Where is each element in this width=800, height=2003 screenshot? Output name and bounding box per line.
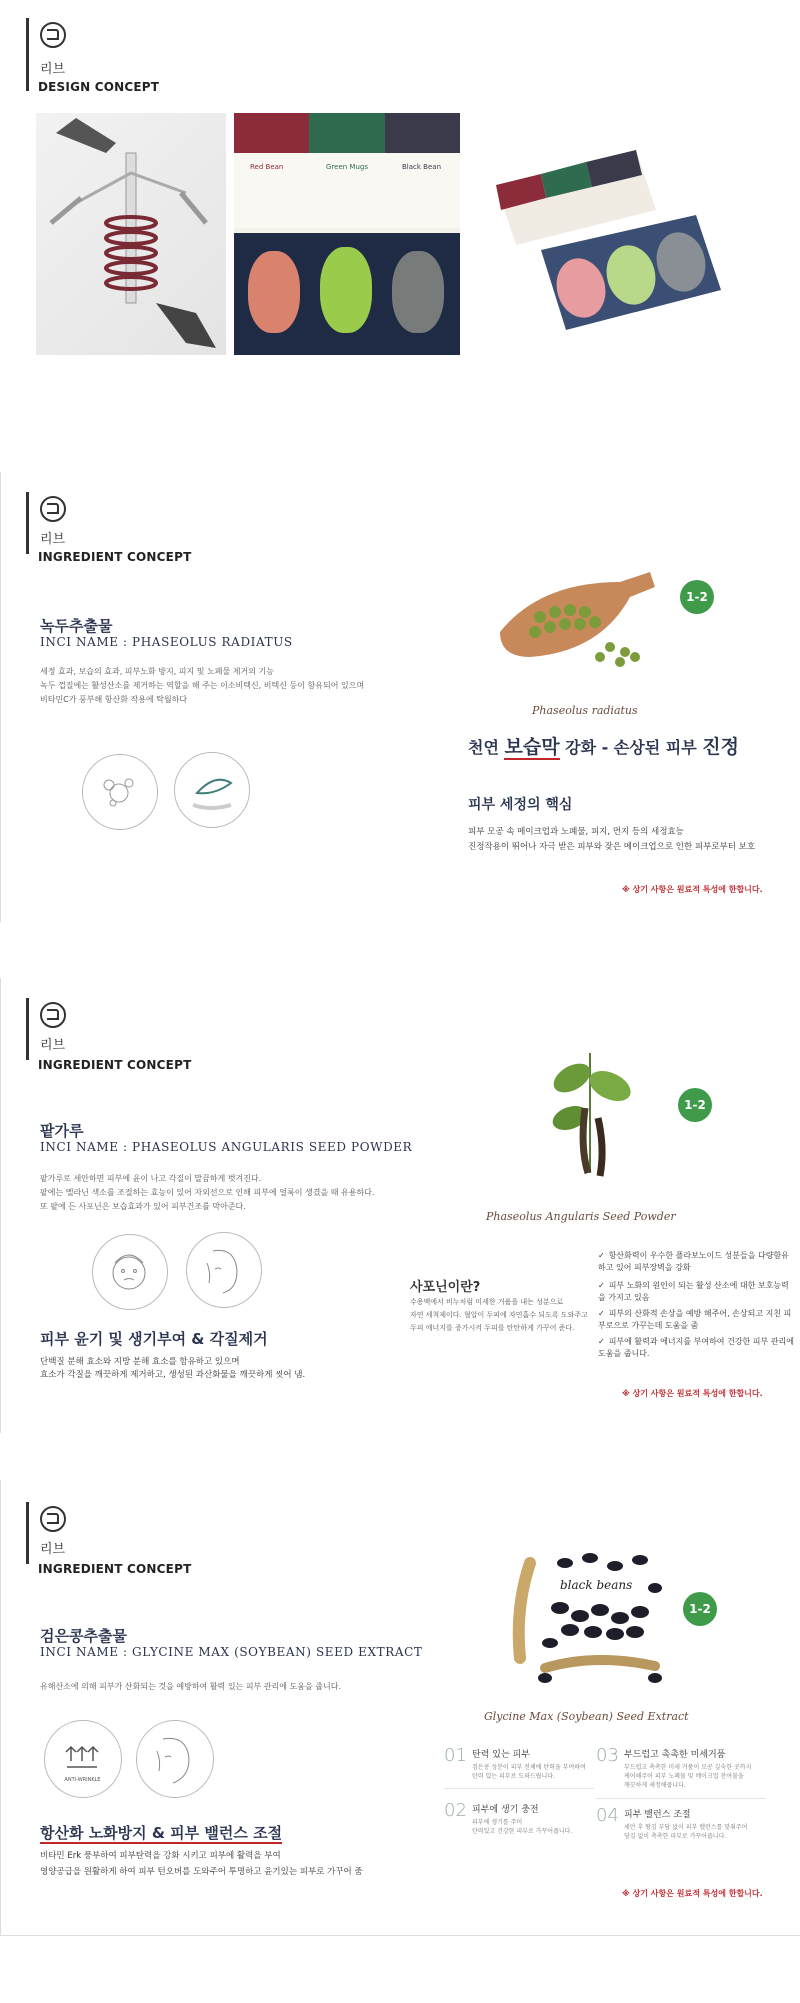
section-bar (26, 492, 29, 554)
box-label-black: Black Bean (402, 163, 441, 171)
saponin-line: 자연 세척제이다. 혈압이 두피에 자연흡수 되도록 도와주고 (410, 1311, 588, 1319)
section-left-line (0, 978, 1, 1433)
disclaimer-note: ※ 상기 사항은 원료적 특성에 한합니다. (622, 885, 763, 894)
ingredient-title: 녹두추출물 (40, 617, 113, 635)
headline-part: 천연 (468, 738, 505, 757)
description-line: 팥가루로 세안하면 피부에 윤이 나고 각질이 말끔하게 벗겨진다. (40, 1174, 262, 1183)
red-bean-plant-illustration (530, 1048, 650, 1178)
box-label-green: Green Mugs (326, 163, 368, 171)
soap-black (392, 251, 444, 333)
check-item (598, 1308, 794, 1332)
anti-wrinkle-label: ANTI-WRINKLE (64, 1777, 101, 1783)
saponin-line: 수용액에서 비누처럼 미세한 거품을 내는 성분으로 (410, 1298, 564, 1306)
feature-title: 탄력 있는 피부 (472, 1750, 530, 1760)
saponin-line: 두피 에너지를 증가시켜 두피를 탄탄하게 가꾸어 준다. (410, 1324, 575, 1332)
ingredient-title: 팥가루 (40, 1122, 84, 1140)
headline-part: 강화 - 손상된 피부 (559, 738, 703, 757)
feature-desc-line: 당김 없이 촉촉한 피부로 가꾸어줍니다. (624, 1833, 727, 1840)
body-line: 비타민 Erk 풍부하여 피부탄력을 강화 시키고 피부에 활력을 부여 (40, 1851, 281, 1861)
soap-box-angled-image (486, 140, 736, 340)
brand-logo-icon (40, 1506, 66, 1532)
brand-name: 리브 (40, 62, 66, 77)
feature-title: 피부 밸런스 조절 (624, 1810, 691, 1820)
description-line: 세정 효과, 보습의 효과, 피부노화 방지, 피지 및 노폐물 제거의 기능 (40, 667, 274, 676)
check-icon: ✓ (598, 1309, 605, 1318)
section-heading: INGREDIENT CONCEPT (38, 1058, 192, 1072)
description-line: 팥에는 멜라닌 색소를 조절하는 효능이 있어 자외선으로 인해 피부에 얼룩이 생겼을 때 유용하다. (40, 1188, 375, 1197)
feature-divider (596, 1798, 766, 1799)
box-lid-red (234, 113, 309, 153)
check-icon: ✓ (598, 1337, 605, 1346)
soap-green (320, 247, 372, 333)
headline (40, 1822, 282, 1843)
inci-name: INCI NAME : PHASEOLUS ANGULARIS SEED POWDER (40, 1140, 413, 1154)
section-heading: INGREDIENT CONCEPT (38, 1562, 192, 1576)
ingredient-description (40, 665, 380, 707)
box-lid-black (385, 113, 460, 153)
section-bar (26, 18, 29, 91)
feature-desc-line: 세안 후 땅김 부담 없이 피부 밸런스를 맞춰주어 (624, 1824, 748, 1831)
face-dry-skin-icon (92, 1234, 168, 1310)
feature-desc-line: 검은콩 성분이 피부 전체에 탄력을 부여하여 (472, 1764, 586, 1771)
feature-description (624, 1763, 784, 1790)
body-line: 효소가 각질을 깨끗하게 제거하고, 생성된 과산화물을 깨끗하게 씻어 냄. (40, 1370, 306, 1380)
brand-logo-icon (40, 496, 66, 522)
check-item (598, 1250, 794, 1274)
feature-title: 부드럽고 촉촉한 미세거품 (624, 1750, 726, 1760)
box-lid-green (309, 113, 385, 153)
brand-logo-icon (40, 1002, 66, 1028)
description-line: 비타민C가 풍부해 항산화 작용에 탁월하다 (40, 695, 188, 704)
body-line: 단백질 분해 효소와 지방 분해 효소를 함유하고 있으며 (40, 1357, 240, 1367)
feature-desc-line: 탄력 있는 피부로 도와드립니다. (472, 1773, 555, 1780)
check-text: 피부 노화의 원인이 되는 활성 산소에 대한 보호능력을 가지고 있음 (598, 1281, 789, 1302)
leaf-icon (174, 752, 250, 828)
headline-text: 항산화 노화방지 & 피부 밸런스 조절 (40, 1824, 283, 1842)
illustration-caption: Glycine Max (Soybean) Seed Extract (484, 1710, 689, 1723)
body-line: 피부 모공 속 메이크업과 노폐물, 피지, 먼지 등의 세정효능 (468, 827, 684, 837)
section-heading: INGREDIENT CONCEPT (38, 550, 192, 564)
feature-desc-line: 깨끗하게 세정해줍니다. (624, 1782, 686, 1789)
headline: 피부 윤기 및 생기부여 & 각질제거 (40, 1330, 268, 1348)
body-text (468, 825, 788, 855)
grade-badge: 1-2 (683, 1592, 717, 1626)
design-concept-section (0, 0, 800, 400)
soap-red (248, 251, 300, 333)
footer-divider (0, 1935, 800, 1936)
feature-description (624, 1823, 784, 1841)
brand-name: 리브 (40, 532, 66, 547)
headline-emphasis: 진정 (702, 736, 739, 758)
saponin-title: 사포닌이란? (410, 1280, 481, 1295)
box-cards (234, 153, 460, 228)
section-bar (26, 1502, 29, 1564)
grade-badge: 1-2 (678, 1088, 712, 1122)
anti-wrinkle-icon (44, 1720, 122, 1798)
check-icon: ✓ (598, 1281, 605, 1290)
feature-desc-line: 탄력있고 건강한 피부로 가꾸어줍니다. (472, 1828, 573, 1835)
check-text: 피부의 산화적 손상을 예방 해주어, 손상되고 지친 피부로으로 가꾸는데 도움을 줌 (598, 1309, 792, 1330)
feature-number: 04 (596, 1805, 619, 1826)
feature-divider (444, 1788, 594, 1789)
distillation-icon (36, 113, 226, 355)
inci-name: INCI NAME : GLYCINE MAX (SOYBEAN) SEED EXTRACT (40, 1645, 423, 1659)
grade-badge: 1-2 (680, 580, 714, 614)
feature-title: 피부에 생기 충전 (472, 1805, 539, 1815)
brand-name: 리브 (40, 1038, 66, 1053)
headline (468, 732, 739, 759)
ingredient-blackbean-section (0, 1480, 800, 2003)
body-text (40, 1848, 420, 1880)
ingredient-description: 유해산소에 의해 피부가 산화되는 것을 예방하여 활력 있는 피부 관리에 도움을 줍니다. (40, 1682, 341, 1691)
feature-number: 02 (444, 1800, 467, 1821)
saponin-description (410, 1296, 600, 1335)
feature-number: 01 (444, 1745, 467, 1766)
headline-emphasis: 보습막 (504, 736, 560, 758)
section-heading: DESIGN CONCEPT (38, 80, 160, 94)
check-text: 항산화력이 우수한 플라보노이드 성분들을 다량함유하고 있어 피부장벽을 강화 (598, 1251, 789, 1272)
illustration-caption: Phaseolus radiatus (532, 704, 638, 717)
lab-illustration-image (36, 113, 226, 355)
check-text: 피부에 활력과 에너지를 부여하여 건강한 피부 관리에 도움을 줍니다. (598, 1337, 794, 1358)
ingredient-mungbean-section (0, 472, 800, 932)
description-line: 녹두 껍질에는 활성산소를 제거하는 역할을 해 주는 이소비텍신, 비텍신 등이 함유되어 있으며 (40, 681, 365, 690)
inci-name: INCI NAME : PHASEOLUS RADIATUS (40, 635, 293, 649)
feature-desc-line: 피부에 생기를 주어 (472, 1819, 523, 1826)
body-line: 진정작용이 뛰어나 자극 받은 피부와 잦은 메이크업으로 인한 피부로부터 보호 (468, 842, 756, 852)
feature-desc-line: 케어해주어 피부 노폐물 및 메이크업 잔여물을 (624, 1773, 744, 1780)
section-bar (26, 998, 29, 1060)
section-left-line (0, 472, 1, 922)
cleansing-bubbles-icon (82, 754, 158, 830)
face-profile-icon (186, 1232, 262, 1308)
feature-item (596, 1805, 786, 1840)
face-profile-icon (136, 1720, 214, 1798)
feature-number: 03 (596, 1745, 619, 1766)
box-label-red: Red Bean (250, 163, 284, 171)
box-tray (234, 233, 460, 355)
body-line: 영양공급을 원활하게 하여 피부 턴오버를 도와주어 투명하고 윤기있는 피부로 가꾸어 줌 (40, 1867, 363, 1877)
check-item (598, 1336, 794, 1360)
black-beans-illustration (505, 1548, 675, 1688)
brand-name: 리브 (40, 1542, 66, 1557)
illustration-label: black beans (560, 1578, 633, 1592)
feature-desc-line: 부드럽고 촉촉한 미세 거품이 모공 깊숙한 곳까지 (624, 1764, 752, 1771)
subheading: 피부 세정의 핵심 (468, 797, 573, 813)
illustration-caption: Phaseolus Angularis Seed Powder (486, 1210, 676, 1223)
disclaimer-note: ※ 상기 사항은 원료적 특성에 한합니다. (622, 1389, 763, 1398)
check-icon: ✓ (598, 1251, 605, 1260)
brand-logo-icon (40, 22, 66, 48)
mung-bean-illustration (480, 562, 670, 682)
disclaimer-note: ※ 상기 사항은 원료적 특성에 한합니다. (622, 1889, 763, 1898)
soap-box-image (234, 113, 460, 355)
section-left-line (0, 1480, 1, 1935)
body-text (40, 1356, 400, 1382)
ingredient-title: 검은콩추출물 (40, 1627, 127, 1645)
feature-item (596, 1745, 786, 1789)
ingredient-description (40, 1172, 400, 1214)
description-line: 또 팥에 든 사포닌은 보습효과가 있어 피부건조를 막아준다. (40, 1202, 246, 1211)
check-item (598, 1280, 794, 1304)
ingredient-redbean-section (0, 978, 800, 1448)
